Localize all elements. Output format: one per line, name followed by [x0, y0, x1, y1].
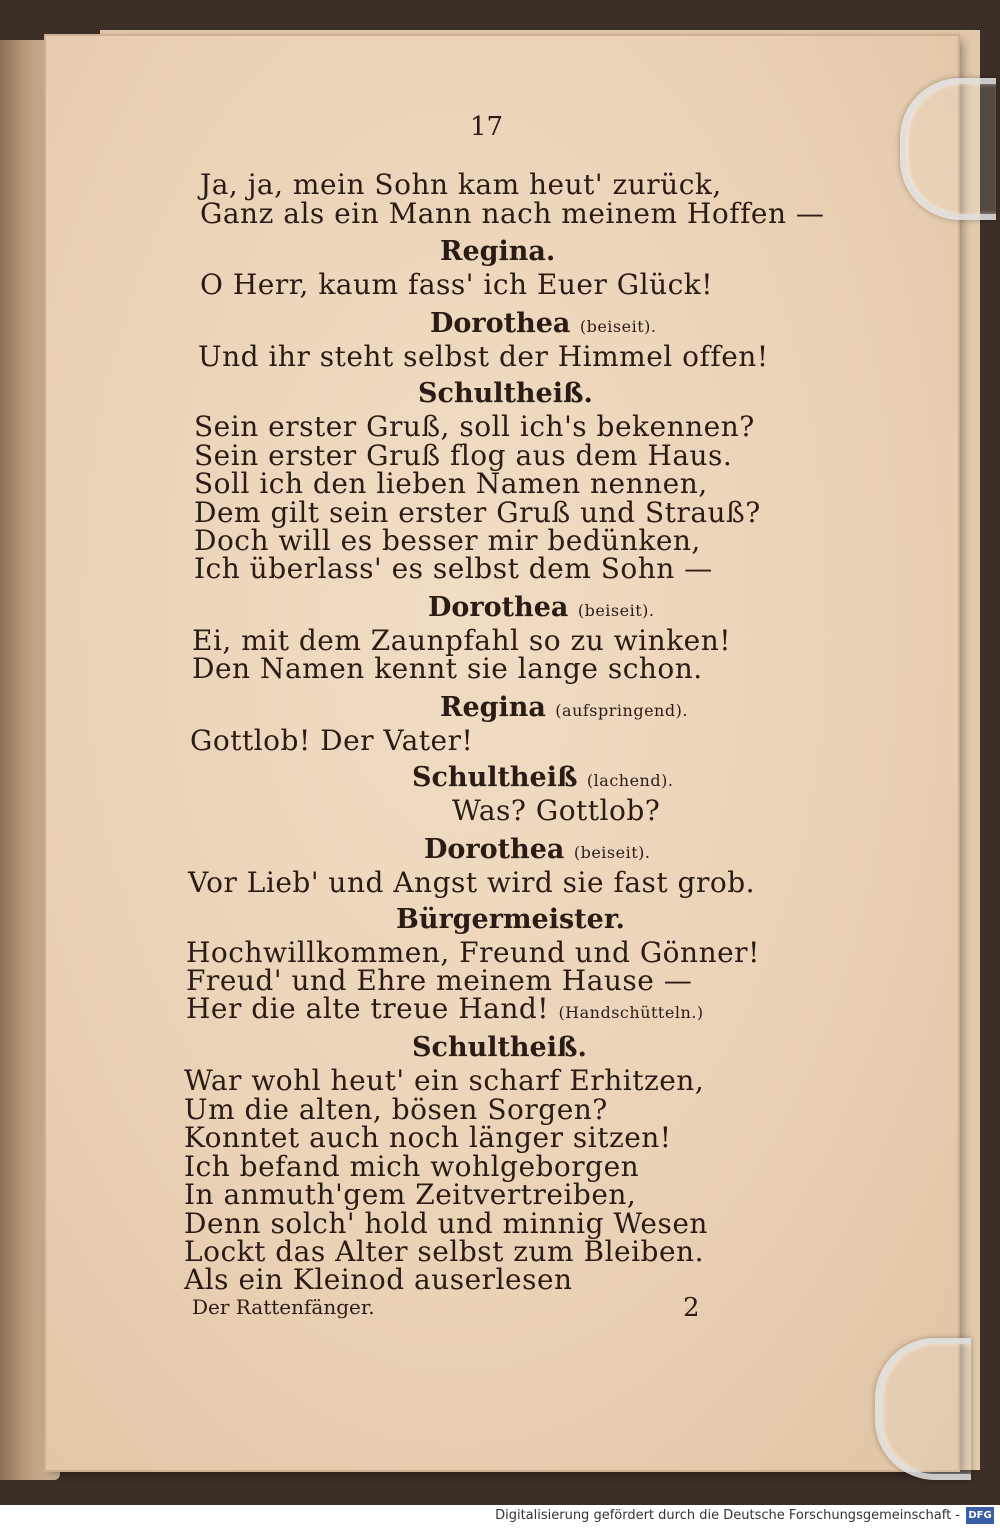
- verse-line: Und ihr steht selbst der Himmel offen!: [198, 340, 769, 373]
- verse-line: Soll ich den lieben Namen nennen,: [194, 467, 708, 500]
- verse-line: Den Namen kennt sie lange schon.: [192, 652, 703, 685]
- stage-direction: (aufspringend).: [555, 701, 688, 720]
- stage-direction: (lachend).: [586, 771, 674, 790]
- signature-mark: 2: [683, 1293, 700, 1323]
- verse-line: Sein erster Gruß flog aus dem Haus.: [194, 439, 733, 472]
- verse-line: Ei, mit dem Zaunpfahl so zu winken!: [192, 624, 731, 657]
- verse-line: Konntet auch noch länger sitzen!: [184, 1121, 672, 1154]
- verse-line: Was? Gottlob?: [452, 794, 661, 827]
- verse-line: Vor Lieb' und Angst wird sie fast grob.: [188, 866, 756, 899]
- verse-line: Ja, ja, mein Sohn kam heut' zurück,: [200, 168, 722, 201]
- page-clip-icon: [875, 1338, 971, 1480]
- stage-direction: (beiseit).: [573, 843, 651, 862]
- verse-line: Als ein Kleinod auserlesen: [184, 1263, 573, 1296]
- stage-direction: (beiseit).: [577, 601, 655, 620]
- verse-text: Her die alte treue Hand!: [186, 992, 550, 1025]
- verse-line: Ganz als ein Mann nach meinem Hoffen —: [200, 197, 825, 230]
- verse-line: O Herr, kaum fass' ich Euer Glück!: [200, 268, 714, 301]
- verse-line: War wohl heut' ein scharf Erhitzen,: [184, 1064, 705, 1097]
- verse-line: Ich überlass' es selbst dem Sohn —: [194, 552, 713, 585]
- credit-bar: [0, 1505, 1000, 1528]
- verse-line: Doch will es besser mir bedünken,: [194, 524, 701, 557]
- speaker-label: Dorothea: [428, 592, 569, 623]
- verse-line: Lockt das Alter selbst zum Bleiben.: [184, 1235, 704, 1268]
- speaker-name: Schultheiß.: [412, 1032, 587, 1063]
- verse-line: In anmuth'gem Zeitvertreiben,: [184, 1178, 637, 1211]
- page-clip-icon: [900, 78, 996, 220]
- speaker-name: [430, 308, 656, 339]
- speaker-label: Dorothea: [424, 834, 565, 865]
- speaker-name: Schultheiß.: [418, 378, 593, 409]
- verse-line: Gottlob! Der Vater!: [190, 724, 474, 757]
- speaker-name: [428, 592, 654, 623]
- verse-line: Ich befand mich wohlgeborgen: [184, 1150, 640, 1183]
- verse-line: Denn solch' hold und minnig Wesen: [184, 1207, 708, 1240]
- speaker-name: Bürgermeister.: [396, 904, 625, 935]
- verse-line: Freud' und Ehre meinem Hause —: [186, 964, 693, 997]
- speaker-name: Regina.: [440, 236, 556, 267]
- speaker-label: Schultheiß: [412, 762, 578, 793]
- stage-direction: (beiseit).: [579, 317, 657, 336]
- page-number: 17: [470, 112, 504, 142]
- verse-line: Um die alten, bösen Sorgen?: [184, 1093, 608, 1126]
- speaker-name: [412, 762, 673, 793]
- verse-line: Sein erster Gruß, soll ich's bekennen?: [194, 410, 755, 443]
- verse-line: Dem gilt sein erster Gruß und Strauß?: [194, 496, 761, 529]
- footer-title: Der Rattenfänger.: [192, 1295, 375, 1319]
- speaker-name: [440, 692, 688, 723]
- speaker-name: [424, 834, 650, 865]
- verse-line: [186, 992, 704, 1025]
- verse-line: Hochwillkommen, Freund und Gönner!: [186, 936, 760, 969]
- stage-direction: (Handschütteln.): [558, 1003, 704, 1022]
- credit-text: Digitalisierung gefördert durch die Deutsche Forschungsgemeinschaft -: [495, 1508, 960, 1523]
- dfg-logo-icon: DFG: [966, 1507, 994, 1524]
- speaker-label: Dorothea: [430, 308, 571, 339]
- speaker-label: Regina: [440, 692, 546, 723]
